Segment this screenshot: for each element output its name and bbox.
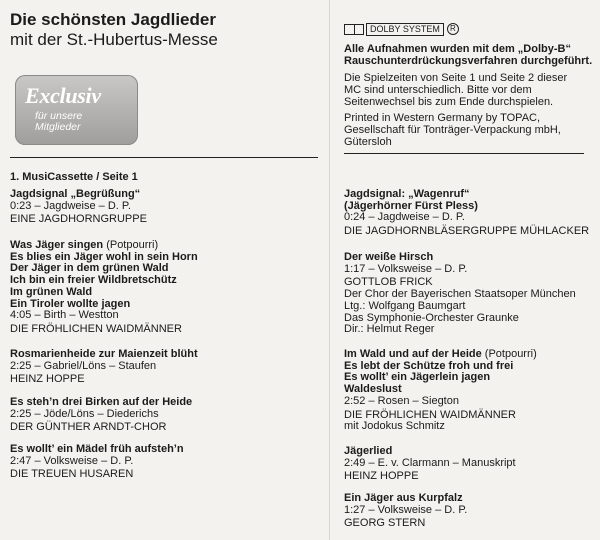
track-meta: 0:23 – Jagdweise – D. P. (10, 199, 131, 212)
info-line: Seitenwechsel bis zum Ende durchspielen. (344, 96, 554, 108)
track-item (344, 493, 467, 530)
track-title: Jagdsignal: „Wagenruf“ (344, 188, 470, 200)
track-credit: Der Chor der Bayerischen Staatsoper München (344, 288, 576, 301)
divider-rule (10, 157, 318, 158)
track-performer: DIE FRÖHLICHEN WAIDMÄNNER (344, 408, 516, 421)
track-title: Ich bin ein freier Wildbretschütz (10, 274, 177, 287)
track-performer: DIE FRÖHLICHEN WAIDMÄNNER (10, 322, 182, 335)
side-label: 1. MusiCassette / Seite 1 (10, 171, 138, 183)
info-line: Die Spielzeiten von Seite 1 und Seite 2 dieser (344, 72, 568, 84)
dolby-note-line: Alle Aufnahmen wurden mit dem „Dolby-B“ (344, 43, 571, 55)
track-title-note: (Potpourri) (484, 348, 537, 360)
track-item (344, 349, 537, 433)
track-item (344, 189, 589, 238)
track-performer: GOTTLOB FRICK (344, 276, 433, 289)
album-subtitle: mit der St.-Hubertus-Messe (10, 30, 218, 49)
track-credit: Dir.: Helmut Reger (344, 323, 435, 336)
track-title: Jägerlied (344, 445, 393, 457)
track-meta: 4:05 – Birth – Westton (10, 309, 119, 322)
track-title: Es wollt’ ein Mädel früh aufsteh’n (10, 443, 184, 455)
dolby-mark (344, 22, 459, 36)
track-meta: 0:24 – Jagdweise – D. P. (344, 211, 465, 224)
album-title: Die schönsten Jagdlieder (10, 10, 216, 29)
track-title-note: (Potpourri) (106, 239, 159, 251)
track-performer: HEINZ HOPPE (344, 470, 419, 483)
track-title: Rosmarienheide zur Maienzeit blüht (10, 348, 198, 360)
dolby-logo-icon (344, 24, 364, 35)
exclusiv-badge (15, 75, 138, 145)
track-title: Ein Jäger aus Kurpfalz (344, 492, 463, 504)
dolby-note-line: Rauschunterdrückungsverfahren durchgeführt. (344, 55, 593, 67)
track-meta: 2:25 – Gabriel/Löns – Staufen (10, 359, 157, 372)
track-item (10, 189, 147, 226)
track-title-text: Was Jäger singen (10, 239, 104, 251)
track-performer: DER GÜNTHER ARNDT-CHOR (10, 421, 167, 434)
track-performer: DIE TREUEN HUSAREN (10, 468, 134, 481)
track-title: Es lebt der Schütze froh und frei (344, 359, 514, 372)
track-meta: 2:52 – Rosen – Siegton (344, 394, 459, 407)
track-title: Es wollt’ ein Jägerlein jagen (344, 371, 491, 384)
badge-subtext (35, 111, 82, 133)
track-title: Der Jäger in dem grünen Wald (10, 262, 169, 275)
track-credit: mit Jodokus Schmitz (344, 420, 445, 433)
track-title: Es blies ein Jäger wohl in sein Horn (10, 250, 198, 263)
printed-line: Printed in Western Germany by TOPAC, (344, 112, 541, 124)
divider-rule (344, 153, 584, 154)
track-title (344, 349, 537, 361)
track-title: Jagdsignal „Begrüßung“ (10, 188, 141, 200)
track-title: Es steh’n drei Birken auf der Heide (10, 396, 193, 408)
track-item (10, 349, 198, 386)
track-item (10, 444, 184, 481)
printed-line: Gesellschaft für Tonträger-Verpackung mbH, (344, 124, 561, 136)
track-title: (Jägerhörner Fürst Pless) (344, 199, 478, 212)
printed-line: Gütersloh (344, 136, 392, 148)
info-line: MC sind unterschiedlich. Bitte vor dem (344, 84, 532, 96)
badge-title: Exclusiv (25, 83, 101, 108)
track-title: Ein Tiroler wollte jagen (10, 297, 131, 310)
track-item (10, 240, 198, 336)
track-meta: 2:25 – Jöde/Löns – Diederichs (10, 407, 159, 420)
track-title: Waldeslust (344, 383, 402, 396)
badge-line: Mitglieder (35, 121, 81, 133)
track-performer: HEINZ HOPPE (10, 373, 85, 386)
track-meta: 1:27 – Volksweise – D. P. (344, 503, 468, 516)
dolby-label: DOLBY SYSTEM (366, 23, 444, 36)
track-credit: Ltg.: Wolfgang Baumgart (344, 299, 466, 312)
track-credit: Das Symphonie-Orchester Graunke (344, 311, 519, 324)
track-performer: GEORG STERN (344, 517, 426, 530)
track-item (10, 397, 192, 434)
fold-line (329, 0, 330, 540)
track-item (344, 252, 576, 336)
track-item (344, 446, 516, 483)
track-meta: 2:49 – E. v. Clarmann – Manuskript (344, 456, 516, 469)
track-performer: DIE JAGDHORNBLÄSERGRUPPE MÜHLACKER (344, 225, 590, 238)
badge-line: für unsere (35, 110, 83, 122)
registered-icon: R (447, 23, 459, 35)
track-title: Der weiße Hirsch (344, 251, 434, 263)
track-title-text: Im Wald und auf der Heide (344, 348, 482, 360)
track-meta: 1:17 – Volksweise – D. P. (344, 262, 468, 275)
track-title (10, 240, 198, 252)
track-meta: 2:47 – Volksweise – D. P. (10, 454, 134, 467)
track-performer: EINE JAGDHORNGRUPPE (10, 213, 147, 226)
track-title: Im grünen Wald (10, 285, 93, 298)
